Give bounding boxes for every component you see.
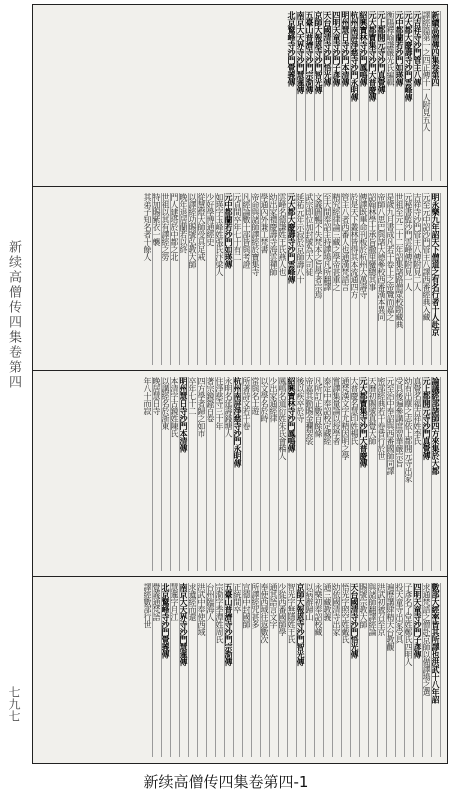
text-column: 是歲九月書成凡若干卷上之帝覽而嘉之 (387, 193, 396, 365)
register-rule (33, 576, 447, 577)
text-column: 幼依國清寺出家 (333, 583, 342, 757)
text-column: 晚年退居蘭若以終 (180, 193, 189, 365)
text-column: 通梵漢文字尤精因明之學 (342, 377, 351, 571)
text-column: 凡經論數十部皆與考證 (243, 193, 252, 365)
text-column: 明永樂九年詔天下僧道之有名行者十人赴京 (432, 193, 441, 365)
text-column: 所著詩文若干卷 (243, 377, 252, 571)
text-column: 賜號宗教大師 (360, 583, 369, 757)
text-column: 投天童寺出家受具 (396, 583, 405, 757)
text-column: 元上都開元寺沙門真覺傳 (423, 377, 432, 571)
caption: 新续高僧传四集卷第四-1 (143, 773, 309, 791)
text-column: 世祖以其有譯經之勞 (162, 193, 171, 365)
text-column: 其弟子知名者十餘人 (144, 193, 153, 365)
text-column: 求通梵語之僧赴京師以備譯場之選 (423, 583, 432, 757)
text-column: 元大都寶集寺沙門大普慶傳 (360, 377, 369, 571)
text-column: 永明名延壽錢塘人 (225, 377, 234, 571)
text-column: 本清字古鏡姓陳氏 (171, 377, 180, 571)
text-column: 求遺經而還 (189, 583, 198, 757)
text-column: 譯經數部行世 (144, 583, 153, 757)
text-column: 元秘書監沙門雲峰傳附見一人 (405, 193, 414, 365)
text-column: 延祐元年示寂於京師壽八十 (297, 193, 306, 365)
text-column: 常與名士遊 (252, 377, 261, 571)
text-column: 雲峰名德謙姓王氏燕人也 (279, 193, 288, 365)
text-column: 通三藏教義 (324, 583, 333, 757)
text-column: 少出家通經律 (270, 377, 279, 571)
text-column: 南京大天界寺沙門慧暹傳 (297, 11, 306, 181)
text-column: 元大都寶集寺沙門大普慶傳 (369, 11, 378, 181)
text-column: 住淨慈寺三十年 (216, 377, 225, 571)
text-column: 精究經律論三藏之學帝甚重之 (333, 193, 342, 365)
text-column: 奉使西域往返數次 (261, 583, 270, 757)
text-column: 晚居慧日寺 (153, 377, 162, 571)
text-column: 智光字無隱姓王氏 (288, 583, 297, 757)
text-column: 元貞間卒年七十有二 (234, 193, 243, 365)
text-column: 密部經典若干卷皆行於世 (378, 377, 387, 571)
register-rule (33, 186, 447, 187)
text-column: 元至元中詔沙門管主八譯西番經典入藏 (423, 193, 432, 365)
text-column: 元中都蘭若沙門如瑛傳 (396, 11, 405, 181)
text-column: 北京鷲峰寺沙門覺義傳 (288, 11, 297, 181)
text-column: 泰定中奉詔校定藏經 (324, 377, 333, 571)
text-column: 少好學博通經史 (207, 193, 216, 365)
text-column: 天曆初賜號真覺大師 (369, 377, 378, 571)
text-column: 元中都蘭若沙門如瑛傳 (225, 193, 234, 365)
text-column: 帝嘉其勤賜金襴袈裟 (306, 377, 315, 571)
text-column: 吉祥寺沙門管主八傳附見二人 (414, 193, 423, 365)
book-page (32, 4, 448, 764)
text-column: 元吉祥寺沙門管主八傳 (414, 11, 423, 181)
text-column: 台州臨海人 (207, 583, 216, 757)
text-column: 譯經篇第一之四正傳十一人附見五人 (423, 11, 432, 181)
text-column: 元大都大慶壽寺沙門雲峰傳 (405, 11, 414, 181)
text-column: 京師大報恩寺沙門智光傳 (315, 11, 324, 181)
register-rule (33, 370, 447, 371)
text-column: 正統間卒 (234, 583, 243, 757)
text-column: 子彥名了堂姓鄭氏四明人 (405, 583, 414, 757)
text-column: 論議經部諸師四方來集於大都 (432, 377, 441, 571)
text-column: 文義圓暢不失梵本之旨學者宗焉 (315, 193, 324, 365)
text-column: 受具後遍參講席習華嚴宗旨 (396, 377, 405, 571)
text-column: 宣德中封國師 (243, 583, 252, 757)
text-column: 五臺山普濟寺沙門宗泐傳 (225, 583, 234, 757)
text-column: 凡所訂正數百餘條 (315, 377, 324, 571)
text-column: 新續高僧傳四集卷第四 (432, 11, 441, 181)
text-column: 五臺山普濟寺沙門宗泐傳 (306, 11, 315, 181)
text-column: 鳳鳴名道衍姓朱氏會稽人 (279, 377, 288, 571)
text-column: 武宗即位加封號為大司徒 (306, 193, 315, 365)
text-column: 宗泐字季潭姓周氏 (216, 583, 225, 757)
text-column: 元大都大慶壽寺沙門雲峰傳 (288, 193, 297, 365)
text-column: 世祖至元二十二年詔集諸路僧眾校勘藏典 (396, 193, 405, 365)
text-column: 從慧燈大師受具足戒 (198, 193, 207, 365)
text-column: 數部大經率皆其所譯也洪武十八年詔 (432, 583, 441, 757)
text-column: 後以疾卒於寺 (297, 377, 306, 571)
text-column: 帝師八思巴與諸大德參校西番漢本異同 (378, 193, 387, 365)
text-column: 元至治中奉詔與西番國師同譯 (387, 377, 396, 571)
text-column: 學通內外兼工梵書 (261, 193, 270, 365)
text-column: 嘗譯集量論以授學者 (333, 377, 342, 571)
text-column: 永樂初奉詔校藏 (315, 583, 324, 757)
text-column: 慧暹字月江 (171, 583, 180, 757)
text-column: 管主八者西番人也通漢梵語言 (342, 193, 351, 365)
text-column: 所譯經咒甚多 (252, 583, 261, 757)
text-column: 紹興寶林寺沙門鳳鳴傳 (360, 11, 369, 181)
text-column: 北京鷲峰寺沙門覺義傳 (162, 583, 171, 757)
text-column: 卒年七十二 (189, 377, 198, 571)
text-column: 悟光字照空姓戴氏 (342, 583, 351, 757)
text-column: 南京大天界寺沙門慧暹傳 (180, 583, 189, 757)
text-column: 元上都開元寺沙門真覺傳 (378, 11, 387, 181)
text-column: 詔翰林學士承旨撒里蠻總其事 (369, 193, 378, 365)
text-column: 以講經名於浙東 (162, 377, 171, 571)
text-column: 四方學者歸之如市 (198, 377, 207, 571)
text-column: 京師大報恩寺沙門智光傳 (297, 583, 306, 757)
page-number: 七九七 (7, 686, 21, 722)
text-column: 天台國清寺沙門悟光傳 (324, 11, 333, 181)
text-column: 門人建塔於中都之北 (171, 193, 180, 365)
text-column: 少從西番國師學 (279, 583, 288, 757)
margin-title: 新续高僧传四集卷第四 (6, 240, 21, 390)
text-column: 紹興寶林寺沙門鳳鳴傳 (288, 377, 297, 571)
text-column: 通其語言文字 (270, 583, 279, 757)
text-column: 帝命與諸師譯經於寶集寺 (252, 193, 261, 365)
text-column: 四明天童寺沙門子彥傳 (414, 583, 423, 757)
text-column: 傳譯既畢命刊板於杭州大萬壽寺 (360, 193, 369, 365)
text-column: 著宗鏡錄百卷 (207, 377, 216, 571)
text-column: 四明天童寺沙門子彥傳 (333, 11, 342, 181)
text-column: 特加賜紫衣一襲 (153, 193, 162, 365)
text-column: 於是天下叢林皆得其本流通四方 (351, 193, 360, 365)
text-column: 如瑛字玉峰姓張氏汴梁人 (216, 193, 225, 365)
text-column: 天台國清寺沙門悟光傳 (351, 583, 360, 757)
text-column: 大普慶名慧印姓楊氏 (351, 377, 360, 571)
text-column: 幼出家禮慶壽寺海雲禪師 (270, 193, 279, 365)
text-column: 明州慧日寺沙門本清傳 (180, 377, 189, 571)
text-column: 衡陽釋喻謙嚴光氏編輯 (387, 11, 396, 181)
text-column: 至大間奉詔主持譯場凡所翻譯 (324, 193, 333, 365)
text-column: 真覺名福吉祥姓李氏 (414, 377, 423, 571)
text-column: 幼有出塵之志依上都開元寺出家 (405, 377, 414, 571)
text-column: 覺義通梵語 (153, 583, 162, 757)
text-column: 杭州南屏淨慈寺沙門永明傳 (234, 377, 243, 571)
text-column: 年八十而寂 (144, 377, 153, 571)
text-column: 遍歷講肆精天台教觀 (387, 583, 396, 757)
text-column: 以譯經功賜號弘教大師 (189, 193, 198, 365)
text-column: 洪武初被召至京 (378, 583, 387, 757)
text-column: 與諸師翻譯經論 (369, 583, 378, 757)
text-column: 明州慧日寺沙門本清傳 (342, 11, 351, 181)
text-column: 以文學名於時 (261, 377, 270, 571)
text-column: 洪武中奉使西域 (198, 583, 207, 757)
text-column: 以病辭歸山 (306, 583, 315, 757)
text-column: 杭州南屏淨慈寺沙門永明傳 (351, 11, 360, 181)
